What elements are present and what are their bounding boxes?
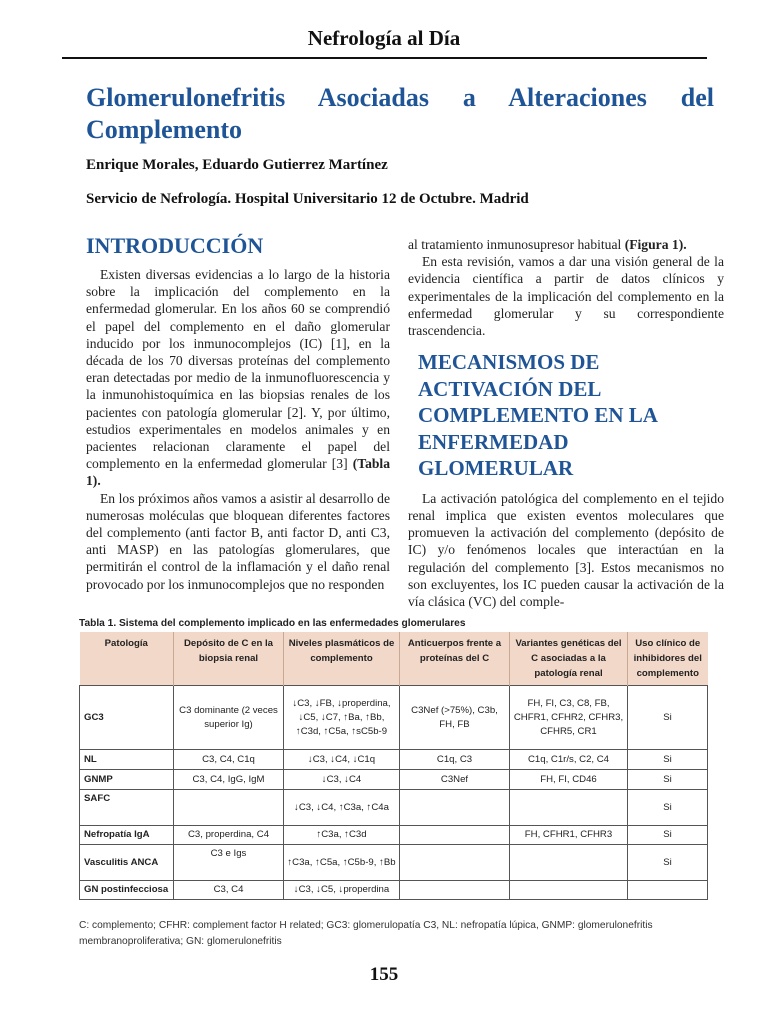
mecanismos-paragraph-1: La activación patológica del complemento en el tejido renal implica que existen eventos moleculares que promueven la activación del complemento (depósito de IC) y/o fenómenos locales que interactúan en la regulación del complemento [3]. Estos mecanismos no son excluyentes, los IC pueden causar la activación de la vía clásica (VC) del comple- xyxy=(408,490,724,609)
header-cell: Variantes genéticas del C asociadas a la patología renal xyxy=(510,632,628,686)
table-row xyxy=(80,686,708,750)
table-cell: Si xyxy=(628,750,708,770)
table-cell xyxy=(510,881,628,900)
table-cell: C3, properdina, C4 xyxy=(174,826,284,845)
header-cell: Patología xyxy=(80,632,174,686)
table-cell: Si xyxy=(628,845,708,881)
table-cell: GNMP xyxy=(80,770,174,790)
table-cell: C3Nef (>75%), C3b, FH, FB xyxy=(400,686,510,750)
table-cell: C3, C4 xyxy=(174,881,284,900)
left-column xyxy=(86,232,390,593)
table-cell xyxy=(400,845,510,881)
table-cell xyxy=(400,790,510,826)
table-row xyxy=(80,881,708,900)
journal-header: Nefrología al Día xyxy=(307,26,461,50)
table-row xyxy=(80,770,708,790)
table-cell: Si xyxy=(628,790,708,826)
table-cell xyxy=(400,826,510,845)
table-cell: Nefropatía IgA xyxy=(80,826,174,845)
table-cell xyxy=(510,845,628,881)
table-row xyxy=(80,790,708,826)
authors: Enrique Morales, Eduardo Gutierrez Martínez xyxy=(86,157,388,173)
header-cell: Anticuerpos frente a proteínas del C xyxy=(400,632,510,686)
table-cell: ↓C3, ↓C4, ↓C1q xyxy=(284,750,400,770)
table-cell: C3 e Igs xyxy=(174,845,284,881)
table-cell: Si xyxy=(628,686,708,750)
table-row xyxy=(80,750,708,770)
intro-paragraph-1: Existen diversas evidencias a lo largo de la historia sobre la implicación del complemento en la enfermedad glomerular. En los años 60 se comprendió el papel del complemento en el daño glomerular inducido por los inmunocomplejos (IC) [1], en la década de los 70 diversas proteínas del complemento eran detectadas por medio de la inmunofluorescencia y la inmunohistoquímica en las biopsias renales de los pacientes con patología glomerular [2]. Y, por último, estudios experimentales en modelos animales y en pacientes relacionan claramente el papel del complemento en la enfermedad glomerular [3] (Tabla 1). xyxy=(86,267,390,489)
table-cell xyxy=(510,790,628,826)
table-row xyxy=(80,845,708,881)
table-cell: C3Nef xyxy=(400,770,510,790)
table-header-row xyxy=(80,632,708,686)
table-cell: ↓C3, ↓C4 xyxy=(284,770,400,790)
mecanismos-heading: MECANISMOS DE ACTIVACIÓN DEL COMPLEMENTO EN LA ENFERMEDAD GLOMERULAR xyxy=(418,350,657,481)
page-number: 155 xyxy=(369,964,399,985)
table-caption: Tabla 1. Sistema del complemento implicado en las enfermedades glomerulares xyxy=(79,618,466,629)
table-cell: ↓C3, ↓FB, ↓properdina, ↓C5, ↓C7, ↑Ba, ↑Bb, ↑C3d, ↑C5a, ↑sC5b-9 xyxy=(284,686,400,750)
table-cell: C1q, C3 xyxy=(400,750,510,770)
table-cell: C3, C4, C1q xyxy=(174,750,284,770)
table-cell: C3 dominante (2 veces superior Ig) xyxy=(174,686,284,750)
table-footnote: C: complemento; CFHR: complement factor H related; GC3: glomerulopatía C3, NL: nefropatía lúpica, GNMP: glomerulonefritis membranoproliferativa; GN: glomerulonefritis xyxy=(79,920,653,947)
article-title: Glomerulonefritis Asociadas a Alteraciones del Complemento xyxy=(86,83,714,144)
intro-paragraph-3: En esta revisión, vamos a dar una visión general de la evidencia científica a partir de datos clínicos y experimentales de la implicación del complemento en la enfermedad glomerular y su correspondiente trascendencia. xyxy=(408,254,724,339)
table-cell xyxy=(174,790,284,826)
table-cell xyxy=(628,881,708,900)
table-cell: ↓C3, ↓C5, ↓properdina xyxy=(284,881,400,900)
table-cell: C1q, C1r/s, C2, C4 xyxy=(510,750,628,770)
table-cell xyxy=(400,881,510,900)
table-cell: GC3 xyxy=(80,686,174,750)
complement-table xyxy=(79,632,708,900)
table-cell: Si xyxy=(628,826,708,845)
affiliation: Servicio de Nefrología. Hospital Universitario 12 de Octubre. Madrid xyxy=(86,191,529,207)
right-column xyxy=(408,236,724,610)
table-row xyxy=(80,826,708,845)
table-cell: Si xyxy=(628,770,708,790)
table-cell: ↓C3, ↓C4, ↑C3a, ↑C4a xyxy=(284,790,400,826)
table-cell: FH, FI, C3, C8, FB, CHFR1, CFHR2, CFHR3, CFHR5, CR1 xyxy=(510,686,628,750)
table-cell: C3, C4, IgG, IgM xyxy=(174,770,284,790)
header-cell: Uso clínico de inhibidores del complemento xyxy=(628,632,708,686)
intro-paragraph-2: En los próximos años vamos a asistir al desarrollo de numerosas moléculas que bloquean diferentes factores del complemento (anti factor B, anti factor D, anti C3, anti MASP) en las patologías glomerulares, que permitirán el control de la inflamación y el daño renal provocado por los inmunocomplejos que no responden xyxy=(86,490,390,592)
intro-paragraph-2-continued: al tratamiento inmunosupresor habitual (Figura 1). xyxy=(408,237,687,252)
table-cell: Vasculitis ANCA xyxy=(80,845,174,881)
figure-reference: (Figura 1). xyxy=(624,237,687,252)
header-rule xyxy=(62,57,707,59)
table-cell: GN postinfecciosa xyxy=(80,881,174,900)
table-cell: SAFC xyxy=(80,790,174,826)
table-cell: ↑C3a, ↑C5a, ↑C5b-9, ↑Bb xyxy=(284,845,400,881)
table-cell: FH, CFHR1, CFHR3 xyxy=(510,826,628,845)
table-cell: ↑C3a, ↑C3d xyxy=(284,826,400,845)
header-cell: Niveles plasmáticos de complemento xyxy=(284,632,400,686)
header-cell: Depósito de C en la biopsia renal xyxy=(174,632,284,686)
table-cell: NL xyxy=(80,750,174,770)
table-cell: FH, FI, CD46 xyxy=(510,770,628,790)
intro-heading: INTRODUCCIÓN xyxy=(86,233,264,258)
